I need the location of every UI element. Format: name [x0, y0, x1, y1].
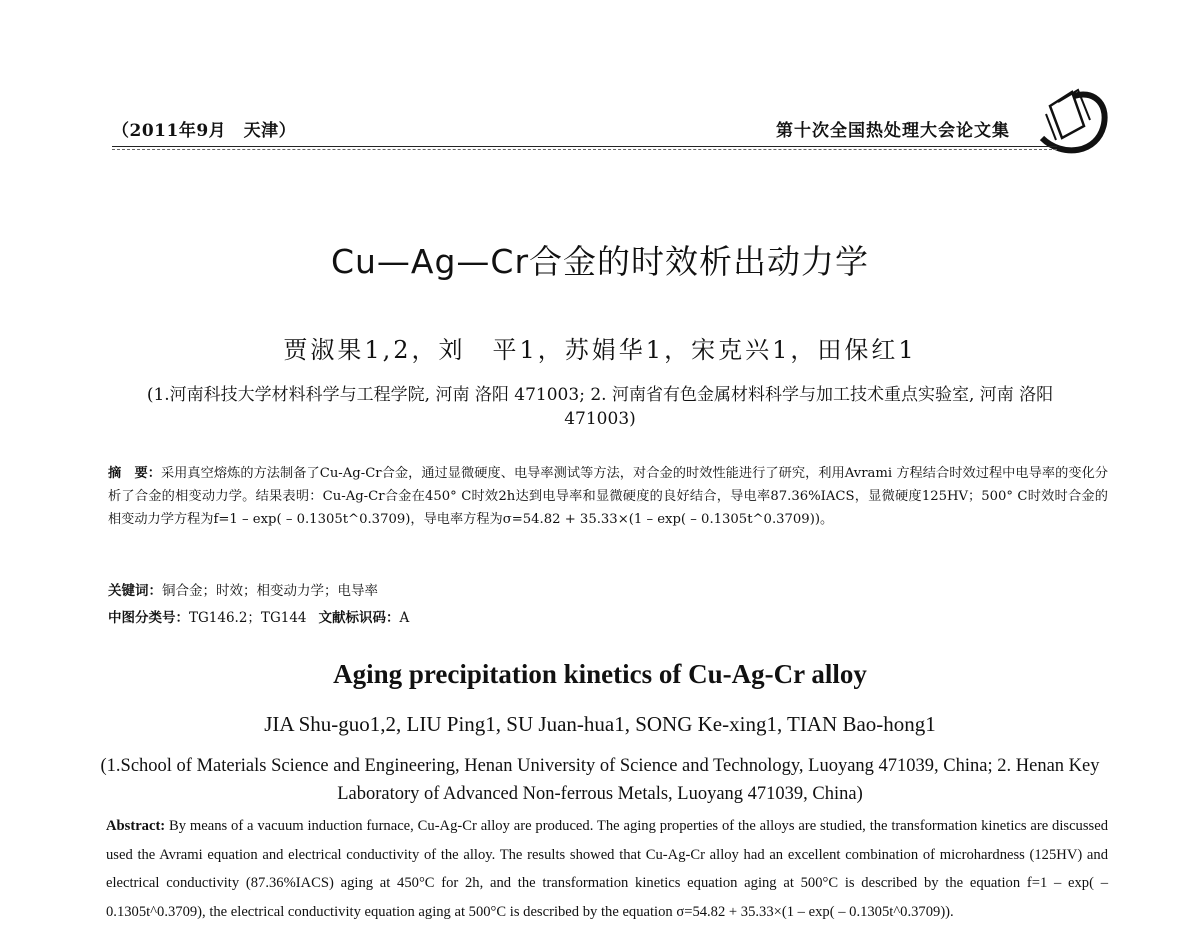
affiliation-chinese: (1.河南科技大学材料科学与工程学院, 河南 洛阳 471003; 2. 河南省有色金属材料科学与加工技术重点实验室, 河南 洛阳 471003) [146, 385, 1054, 429]
abstract-chinese [108, 462, 1108, 531]
classification-label: 中图分类号： [108, 610, 189, 626]
classification-line [108, 606, 409, 626]
header-rule [112, 146, 1057, 147]
paper-title-english: Aging precipitation kinetics of Cu-Ag-Cr alloy [333, 659, 867, 689]
header-proceedings-title: 第十次全国热处理大会论文集 [776, 121, 1010, 141]
abstract-chinese-label: 摘 要： [108, 466, 161, 481]
abstract-english [106, 812, 1108, 926]
abstract-chinese-text: 采用真空熔炼的方法制备了Cu-Ag-Cr合金，通过显微硬度、电导率测试等方法，对合金的时效性能进行了研究，利用Avrami 方程结合时效过程中电导率的变化分析了合金的相变动力学。结果表明：Cu-Ag-Cr合金在450° C时效2h达到电导率和显微硬度的良好结合，导电率87.36%IACS，显微硬度125HV；500° C时效时合金的相变动力学方程为f=1 – exp( – 0.1305t^0.3709)，导电率方程为σ=54.82 + 35.33×(1 – exp( – 0.1305t^0.3709))。 [108, 466, 1109, 527]
document-id-label: 文献标识码： [318, 610, 400, 626]
proceedings-logo-icon [1032, 76, 1112, 166]
affiliation-english: (1.School of Materials Science and Engineering, Henan University of Science and Technology, Luoyang 471039, China; 2. Henan Key Laboratory of Advanced Non-ferrous Metals, Luoyang 471039, China) [100, 756, 1100, 804]
paper-title-chinese: Cu—Ag—Cr合金的时效析出动力学 [330, 242, 870, 281]
authors-english: JIA Shu-guo1,2, LIU Ping1, SU Juan-hua1, SONG Ke-xing1, TIAN Bao-hong1 [264, 712, 936, 736]
header-conference-date: （2011年9月 天津） [112, 121, 297, 141]
keywords-text: 铜合金；时效；相变动力学；电导率 [162, 583, 378, 599]
document-id-value: A [399, 610, 410, 626]
authors-chinese: 贾淑果1,2，刘 平1，苏娟华1，宋克兴1，田保红1 [283, 336, 917, 364]
classification-value: TG146.2；TG144 [189, 610, 307, 626]
abstract-english-label: Abstract: [106, 818, 166, 834]
keywords-label: 关键词： [108, 583, 162, 599]
keywords-chinese [108, 579, 378, 599]
header-rule-dashed [112, 149, 1057, 150]
abstract-english-text: By means of a vacuum induction furnace, Cu-Ag-Cr alloy are produced. The aging properties of the alloys are studied, the transformation kinetics are discussed used the Avrami equation and electrical conductivity of the alloy. The results showed that Cu-Ag-Cr alloy had an excellent combination of microhardness (125HV) and electrical conductivity (87.36%IACS) aging at 450°C for 2h, and the transformation kinetics equation aging at 500°C is described by the equation f=1 – exp( – 0.1305t^0.3709), the electrical conductivity equation aging at 500°C is described by the equation σ=54.82 + 35.33×(1 – exp( – 0.1305t^0.3709)). [106, 818, 1108, 920]
